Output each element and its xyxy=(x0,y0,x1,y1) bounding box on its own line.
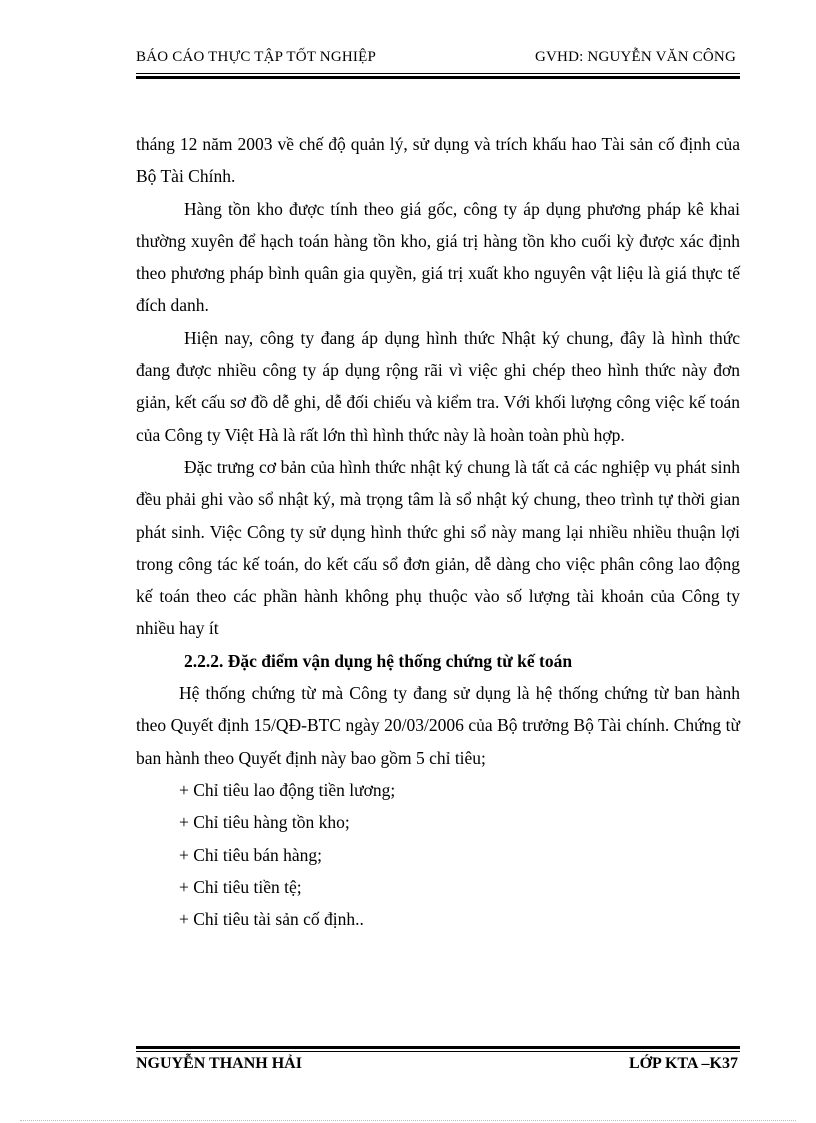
list-item: + Chỉ tiêu lao động tiền lương; xyxy=(179,779,396,800)
report-title: BÁO CÁO THỰC TẬP TỐT NGHIỆP xyxy=(136,49,376,65)
header-rule-thin xyxy=(136,73,740,74)
supervisor-name: GVHD: NGUYỄN VĂN CÔNG xyxy=(534,49,736,65)
header-rule-thick xyxy=(136,76,740,79)
list-item: + Chỉ tiêu bán hàng; xyxy=(179,844,323,865)
footer-rule-thin xyxy=(136,1051,740,1052)
page-footer xyxy=(136,1055,740,1077)
section-heading: 2.2.2. Đặc điểm vận dụng hệ thống chứng từ kế toán xyxy=(184,650,573,671)
list-item: + Chỉ tiêu hàng tồn kho; xyxy=(179,812,350,833)
class-name: LỚP KTA –K37 xyxy=(628,1055,738,1072)
page-header xyxy=(136,49,740,69)
page-edge-divider xyxy=(20,1120,796,1121)
author-name: NGUYỄN THANH HẢI xyxy=(136,1055,302,1072)
footer-rule-thick xyxy=(136,1046,740,1049)
paragraph-4: Đặc trưng cơ bản của hình thức nhật ký chung là tất cả các nghiệp vụ phát sinh đều phải ghi vào sổ nhật ký, mà trọng tâm là sổ nhật ký chung, theo trình tự thời gian phát sinh. Việc Công ty sử dụng hình thức ghi sổ này mang lại nhiều nhiều thuận lợi trong công tác kế toán, do kết cấu sổ đơn giản, dễ dàng cho việc phân công lao động kế toán theo các phần hành không phụ thuộc vào số lượng tài khoản của Công ty nhiều hay ít xyxy=(136,456,740,639)
paragraph-3: Hiện nay, công ty đang áp dụng hình thức Nhật ký chung, đây là hình thức đang được nhiều công ty áp dụng rộng rãi vì việc ghi chép theo hình thức này đơn giản, kết cấu sơ đồ dễ ghi, dễ đối chiếu và kiểm tra. Với khối lượng công việc kế toán của Công ty Việt Hà là rất lớn thì hình thức này là hoàn toàn phù hợp. xyxy=(136,327,740,445)
paragraph-2: Hàng tồn kho được tính theo giá gốc, công ty áp dụng phương pháp kê khai thường xuyên để hạch toán hàng tồn kho, giá trị hàng tồn kho cuối kỳ được xác định theo phương pháp bình quân gia quyền, giá trị xuất kho nguyên vật liệu là giá thực tế đích danh. xyxy=(136,198,740,316)
paragraph-5: Hệ thống chứng từ mà Công ty đang sử dụng là hệ thống chứng từ ban hành theo Quyết định 15/QĐ-BTC ngày 20/03/2006 của Bộ trưởng Bộ Tài chính. Chứng từ ban hành theo Quyết định này bao gồm 5 chỉ tiêu; xyxy=(136,683,740,768)
document-body xyxy=(136,128,740,935)
paragraph-1: tháng 12 năm 2003 về chế độ quản lý, sử dụng và trích khấu hao Tài sản cố định của Bộ Tài Chính. xyxy=(136,134,740,187)
list-item: + Chỉ tiêu tiền tệ; xyxy=(179,876,302,897)
list-item: + Chỉ tiêu tài sản cố định.. xyxy=(179,909,364,930)
